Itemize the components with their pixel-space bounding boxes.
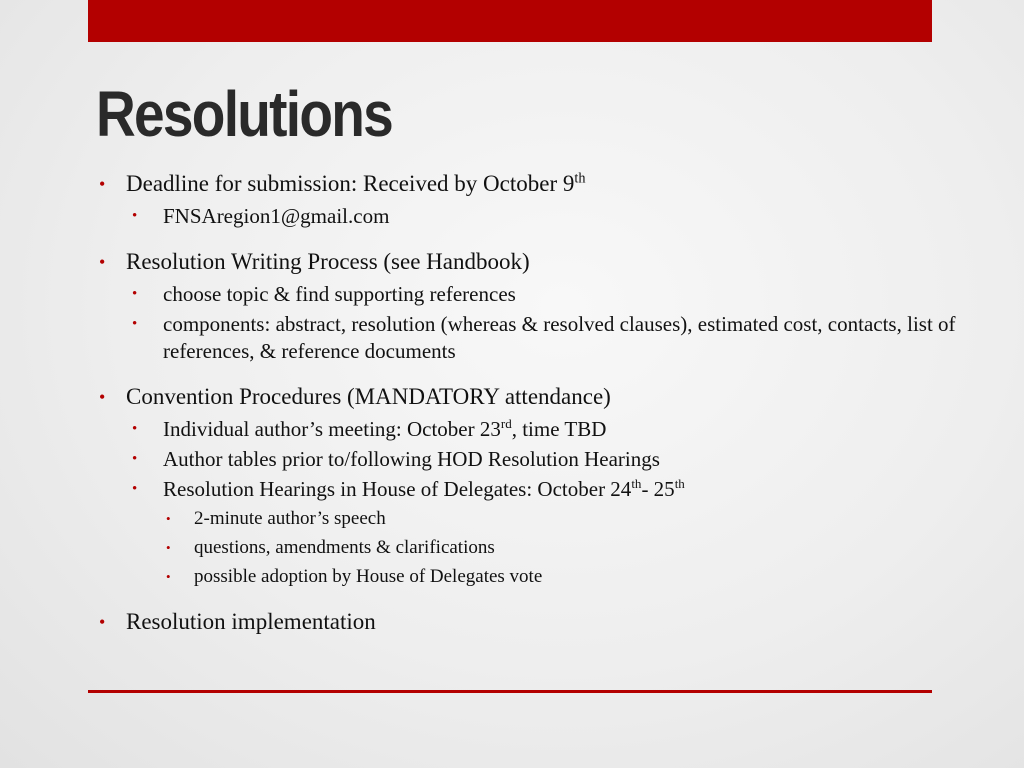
bullet-icon: •: [99, 252, 106, 272]
bullet-icon: •: [166, 511, 171, 526]
list-item-email: [98, 203, 1018, 230]
bullet-icon: •: [132, 451, 138, 467]
list-item-author-meeting: • Individual author’s meeting: October 23rd, time TBD: [132, 416, 607, 441]
bullet-icon: •: [99, 174, 106, 194]
bullet-icon: •: [99, 387, 106, 407]
list-item-implementation: • Resolution implementation: [98, 606, 1018, 638]
list-item-questions: • questions, amendments & clarifications: [98, 535, 1018, 561]
list-item-components: • components: abstract, resolution (whereas & resolved clauses), estimated cost, contacts, list of references, & reference documents: [132, 312, 956, 363]
list-item-deadline: • Deadline for submission: Received by October 9th: [98, 168, 1018, 200]
slide-title: Resolutions: [96, 78, 393, 150]
bullet-icon: •: [166, 569, 171, 584]
list-item-resolution-hearings: • Resolution Hearings in House of Delegates: October 24th- 25th: [132, 476, 685, 501]
top-accent-bar: [88, 0, 932, 42]
bullet-icon: •: [132, 286, 138, 302]
list-item-writing-process: • Resolution Writing Process (see Handbook): [98, 246, 1018, 278]
bullet-icon: •: [132, 481, 138, 497]
bottom-divider: [88, 690, 932, 693]
list-item-adoption: • possible adoption by House of Delegates vote: [98, 564, 1018, 590]
bullet-icon: •: [166, 540, 171, 555]
list-item-author-tables: • Author tables prior to/following HOD Resolution Hearings: [132, 447, 660, 471]
bullet-icon: •: [132, 421, 138, 437]
list-item-convention-procedures: • Convention Procedures (MANDATORY attendance): [98, 381, 1018, 413]
email-link[interactable]: FNSAregion1@gmail.com: [163, 204, 390, 228]
bullet-icon: •: [132, 316, 138, 332]
list-item-author-speech: • 2-minute author’s speech: [98, 506, 1018, 532]
bullet-icon: •: [132, 208, 138, 224]
bullet-icon: •: [99, 612, 106, 632]
list-item-choose-topic: • choose topic & find supporting references: [132, 282, 516, 306]
bullet-list: [98, 168, 1018, 638]
